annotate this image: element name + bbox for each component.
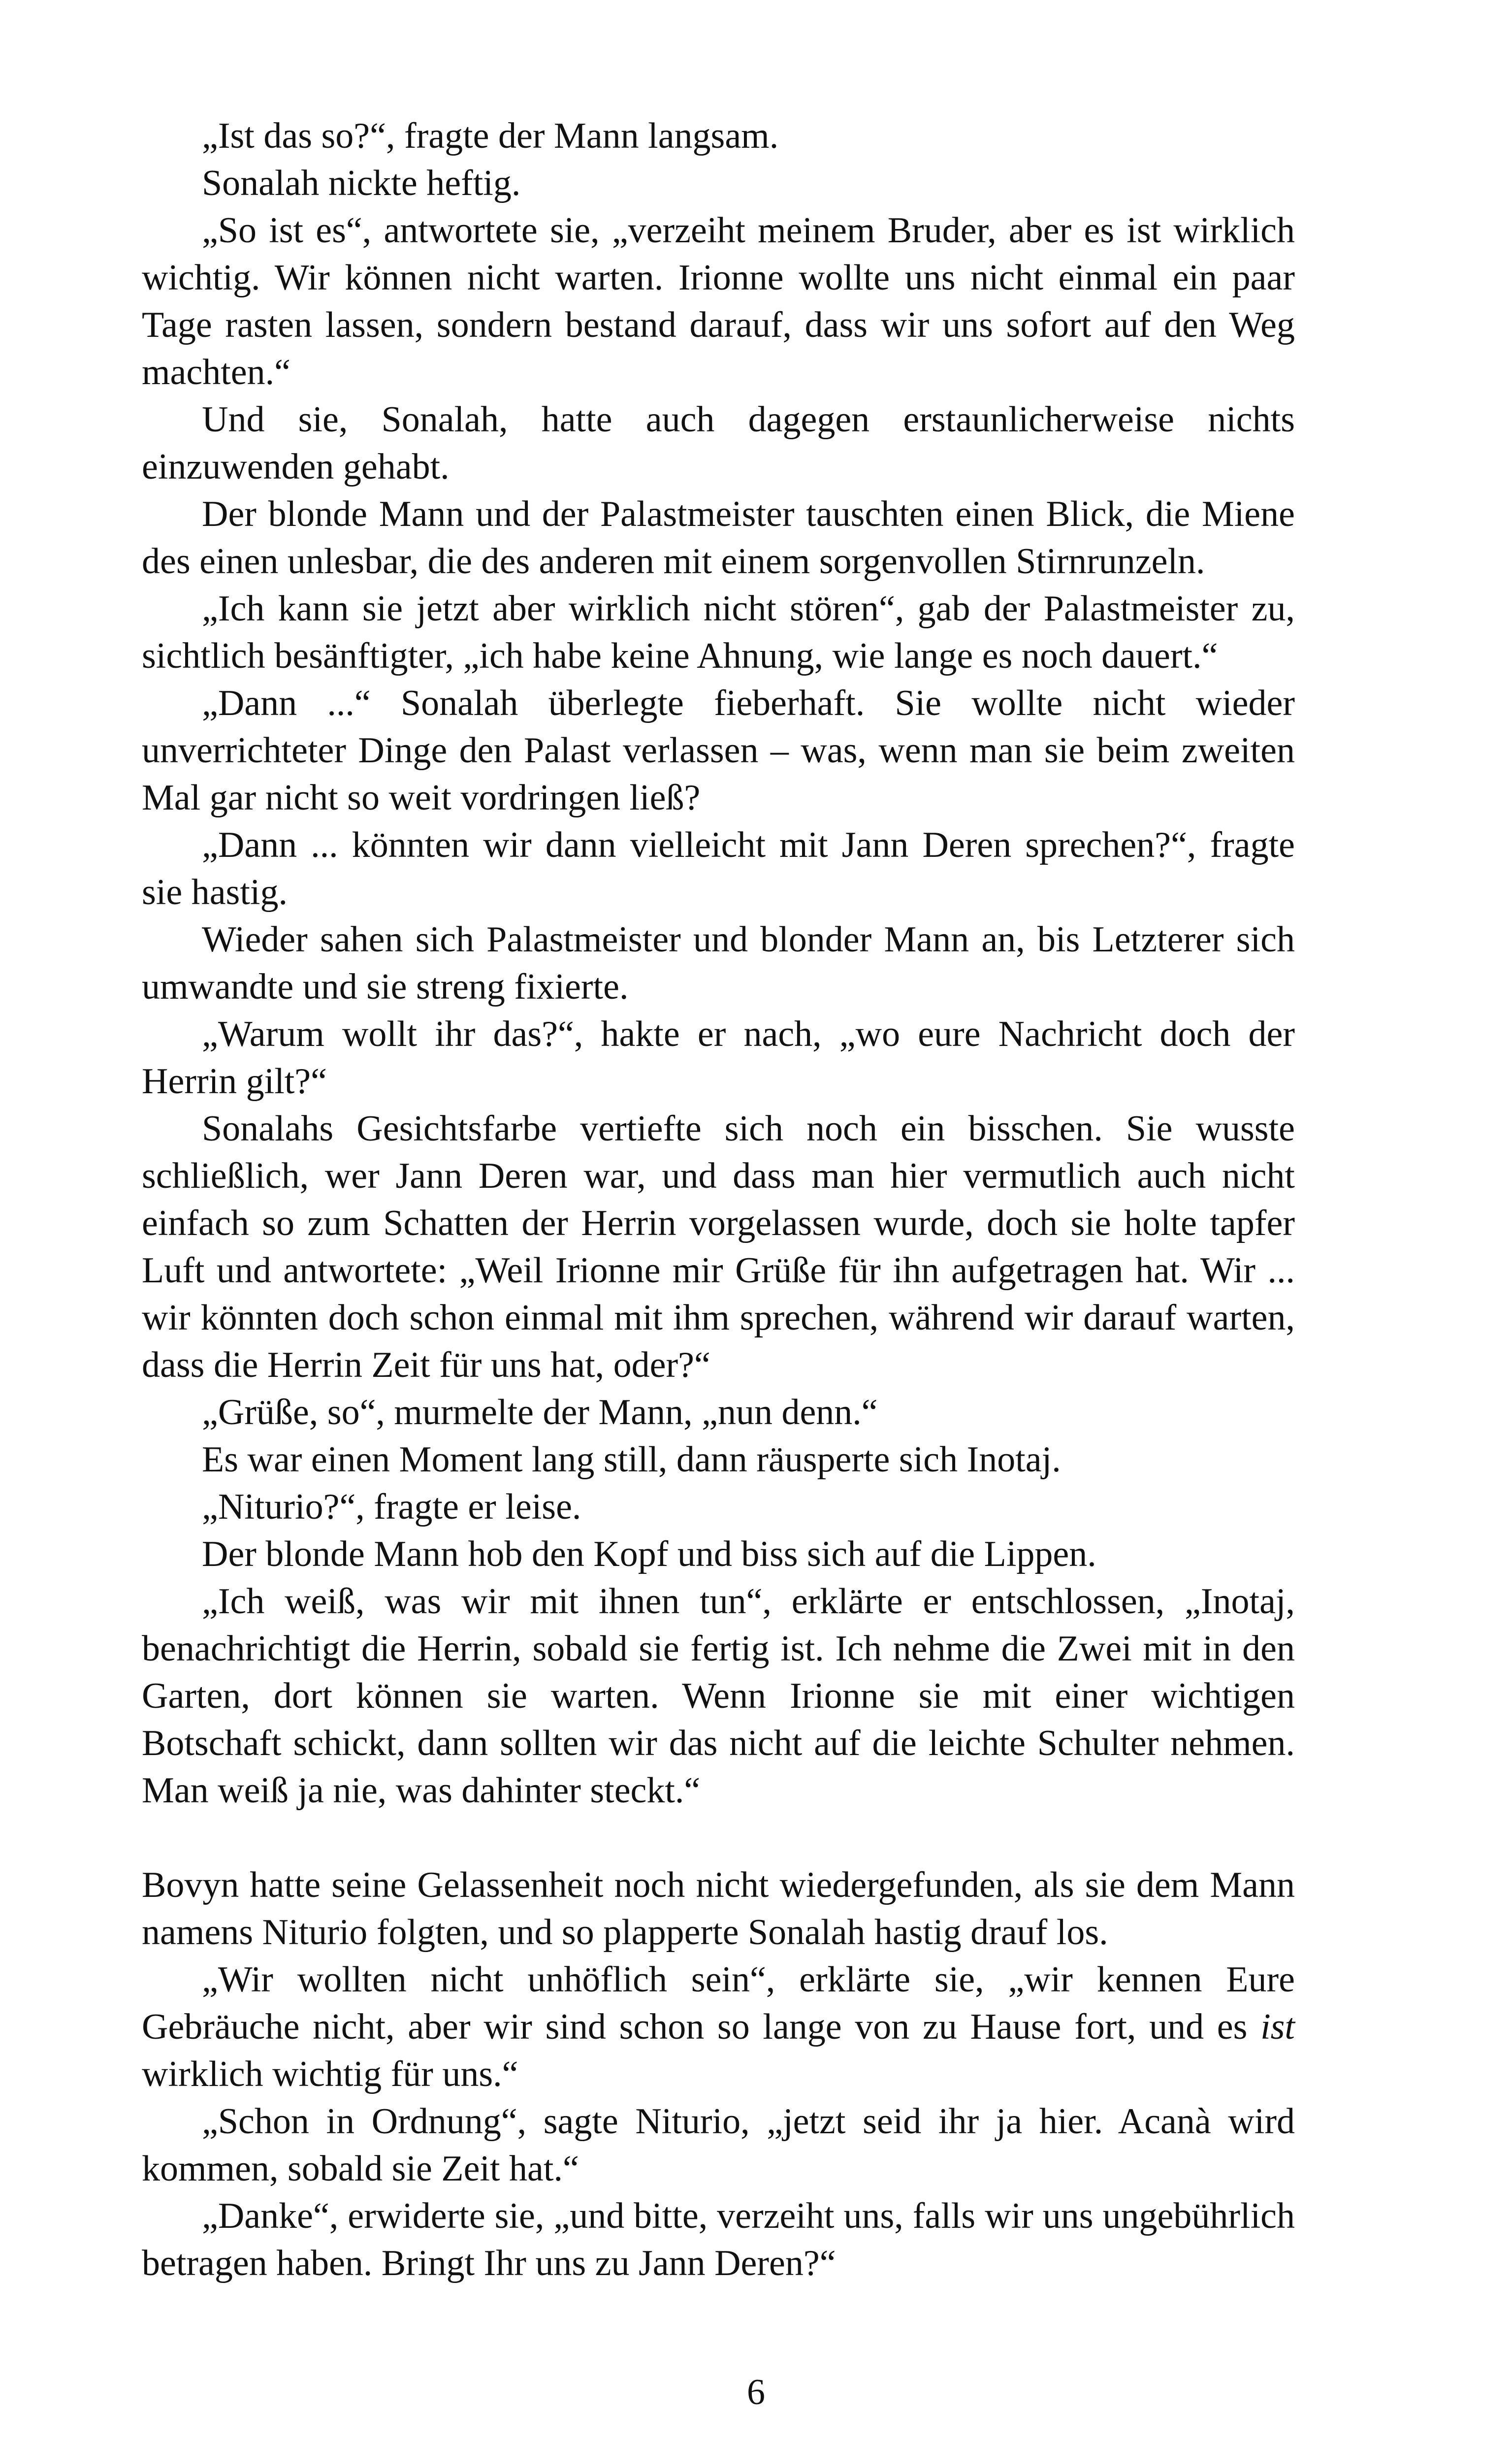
paragraph: „Warum wollt ihr das?“, hakte er nach, „wo eure Nachricht doch der Herrin gilt?“: [142, 1014, 1295, 1102]
text-run: wirklich wichtig für uns.“: [142, 2054, 518, 2094]
paragraph: [142, 1956, 1295, 2098]
section-opening-paragraph: Bovyn hatte seine Gelassenheit noch nicht wiedergefunden, als sie dem Mann namens Niturio folgten, und so plapperte Sonalah hastig drauf los.: [142, 1865, 1295, 1953]
page-number: 6: [747, 2372, 765, 2412]
paragraph: „Dann ...“ Sonalah überlegte fieberhaft. Sie wollte nicht wieder unverrichteter Dinge den Palast verlassen – was, wenn man sie beim zweiten Mal gar nicht so weit vordringen ließ?: [142, 683, 1295, 818]
paragraph: „Danke“, erwiderte sie, „und bitte, verzeiht uns, falls wir uns ungebührlich betragen haben. Bringt Ihr uns zu Jann Deren?“: [142, 2196, 1295, 2283]
paragraph: „Ist das so?“, fragte der Mann langsam.: [202, 116, 779, 156]
paragraph: „Ich kann sie jetzt aber wirklich nicht stören“, gab der Palastmeister zu, sichtlich besänftigter, „ich habe keine Ahnung, wie lange es noch dauert.“: [142, 588, 1295, 676]
paragraph: Der blonde Mann und der Palastmeister tauschten einen Blick, die Miene des einen unlesbar, die des anderen mit einem sorgenvollen Stirnrunzeln.: [142, 494, 1295, 582]
paragraph: Sonalahs Gesichtsfarbe vertiefte sich noch ein bisschen. Sie wusste schließlich, wer Jann Deren war, und dass man hier vermutlich auch nicht einfach so zum Schatten der Herrin vorgelassen wurde, doch sie holte tapfer Luft und antwortete: „Weil Irionne mir Grüße für ihn aufgetragen hat. Wir ... wir könnten doch schon einmal mit ihm sprechen, während wir darauf warten, dass die Herrin Zeit für uns hat, oder?“: [142, 1108, 1295, 1385]
text-run: „Wir wollten nicht unhöflich sein“, erklärte sie, „wir kennen Eure Gebräuche nicht, aber wir sind schon so lange von zu Hause fort, und es: [142, 1959, 1295, 2047]
paragraph: „Niturio?“, fragte er leise.: [202, 1487, 581, 1527]
paragraph: Und sie, Sonalah, hatte auch dagegen erstaunlicherweise nichts einzuwenden gehabt.: [142, 399, 1295, 487]
paragraph: Der blonde Mann hob den Kopf und biss sich auf die Lippen.: [202, 1534, 1096, 1574]
paragraph: „So ist es“, antwortete sie, „verzeiht meinem Bruder, aber es ist wirklich wichtig. Wir können nicht warten. Irionne wollte uns nicht einmal ein paar Tage rasten lassen, sondern bestand darauf, dass wir uns sofort auf den Weg machten.“: [142, 210, 1295, 392]
section-break: [142, 1814, 1295, 1861]
paragraph: „Grüße, so“, murmelte der Mann, „nun denn.“: [202, 1392, 878, 1433]
body-text: [142, 112, 1295, 2287]
paragraph: Es war einen Moment lang still, dann räusperte sich Inotaj.: [202, 1439, 1061, 1480]
paragraph: „Ich weiß, was wir mit ihnen tun“, erklärte er entschlossen, „Inotaj, benachrichtigt die Herrin, sobald sie fertig ist. Ich nehme die Zwei mit in den Garten, dort können sie warten. Wenn Irionne sie mit einer wichtigen Botschaft schickt, dann sollten wir das nicht auf die leichte Schulter nehmen. Man weiß ja nie, was dahinter steckt.“: [142, 1581, 1295, 1811]
paragraph: Wieder sahen sich Palastmeister und blonder Mann an, bis Letzterer sich umwandte und sie streng fixierte.: [142, 919, 1295, 1007]
paragraph: „Schon in Ordnung“, sagte Niturio, „jetzt seid ihr ja hier. Acanà wird kommen, sobald sie Zeit hat.“: [142, 2101, 1295, 2189]
emphasized-word: ist: [1260, 2007, 1295, 2047]
paragraph: Sonalah nickte heftig.: [202, 163, 521, 203]
paragraph: „Dann ... könnten wir dann vielleicht mit Jann Deren sprechen?“, fragte sie hastig.: [142, 825, 1295, 912]
